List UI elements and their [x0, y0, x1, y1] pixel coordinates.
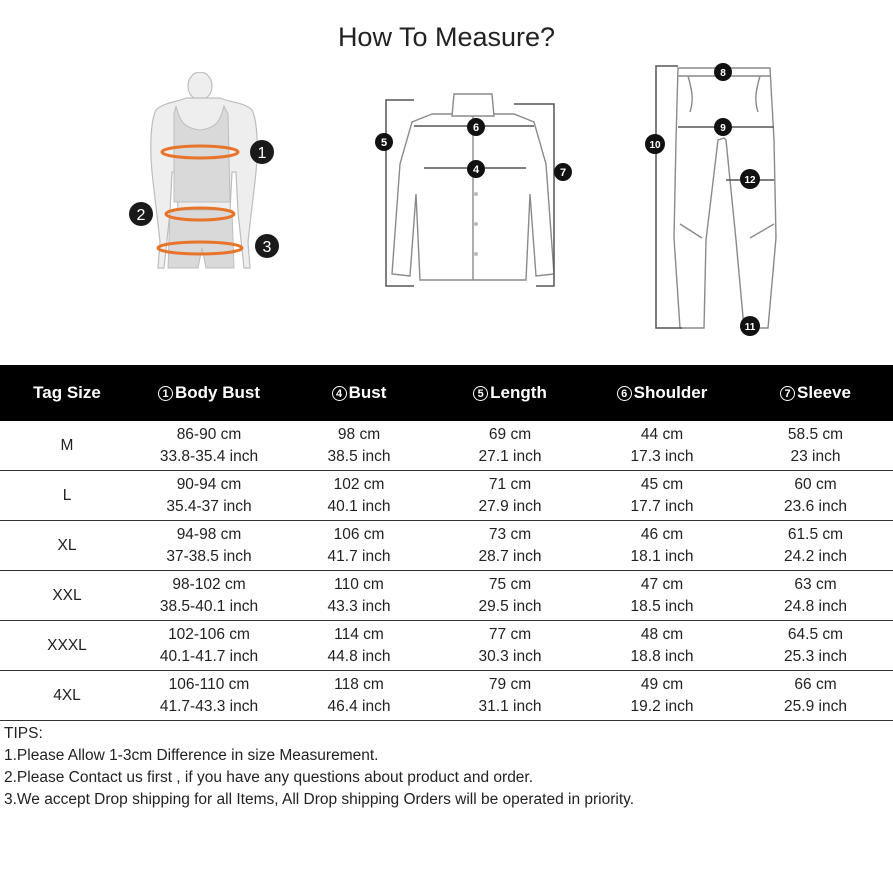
tips-section [4, 723, 634, 811]
marker-9 [714, 118, 732, 136]
shoulder-cell: 44 cm 17.3 inch [586, 421, 738, 471]
shoulder-cell: 49 cm 19.2 inch [586, 671, 738, 721]
svg-text:6: 6 [472, 122, 480, 134]
size-cell: 4XL [0, 671, 134, 721]
table-header-row [0, 365, 893, 421]
size-chart-table [0, 365, 893, 721]
sleeve-cell: 64.5 cm 25.3 inch [738, 621, 893, 671]
body-bust-cell: 90-94 cm 35.4-37 inch [134, 471, 284, 521]
svg-text:7: 7 [559, 167, 567, 179]
body-bust-cell: 106-110 cm 41.7-43.3 inch [134, 671, 284, 721]
shoulder-cell: 45 cm 17.7 inch [586, 471, 738, 521]
length-cell: 73 cm 28.7 inch [434, 521, 586, 571]
sleeve-cell: 58.5 cm 23 inch [738, 421, 893, 471]
bust-cell: 114 cm 44.8 inch [284, 621, 434, 671]
marker-8 [714, 63, 732, 81]
marker-6 [467, 118, 485, 136]
table-row [0, 421, 893, 471]
tips-heading: TIPS: [4, 725, 43, 742]
tip-item: 2.Please Contact us first , if you have any questions about product and order. [4, 769, 534, 786]
marker-5 [375, 133, 393, 151]
bust-cell: 102 cm 40.1 inch [284, 471, 434, 521]
body-bust-cell: 86-90 cm 33.8-35.4 inch [134, 421, 284, 471]
table-row [0, 521, 893, 571]
size-cell: XL [0, 521, 134, 571]
marker-4 [467, 160, 485, 178]
body-bust-cell: 102-106 cm 40.1-41.7 inch [134, 621, 284, 671]
size-cell: XXL [0, 571, 134, 621]
table-row [0, 621, 893, 671]
svg-text:11: 11 [744, 322, 756, 333]
header-shoulder: 6 Shoulder [586, 365, 738, 421]
bust-cell: 118 cm 46.4 inch [284, 671, 434, 721]
size-cell: L [0, 471, 134, 521]
body-bust-cell: 94-98 cm 37-38.5 inch [134, 521, 284, 571]
svg-text:2: 2 [136, 207, 146, 224]
marker-2 [129, 202, 153, 226]
length-cell: 75 cm 29.5 inch [434, 571, 586, 621]
sleeve-cell: 61.5 cm 24.2 inch [738, 521, 893, 571]
shoulder-cell: 46 cm 18.1 inch [586, 521, 738, 571]
svg-text:5: 5 [380, 137, 388, 149]
svg-text:10: 10 [649, 140, 661, 151]
svg-text:8: 8 [720, 68, 726, 79]
length-cell: 69 cm 27.1 inch [434, 421, 586, 471]
shoulder-cell: 47 cm 18.5 inch [586, 571, 738, 621]
jacket-figure [370, 84, 580, 294]
marker-7 [554, 163, 572, 181]
marker-3 [255, 234, 279, 258]
body-figure [120, 72, 290, 302]
bust-cell: 106 cm 41.7 inch [284, 521, 434, 571]
sleeve-cell: 60 cm 23.6 inch [738, 471, 893, 521]
sleeve-cell: 66 cm 25.9 inch [738, 671, 893, 721]
header-sleeve: 7 Sleeve [738, 365, 893, 421]
page-title: How To Measure? [337, 22, 556, 52]
sleeve-cell: 63 cm 24.8 inch [738, 571, 893, 621]
marker-10 [645, 134, 665, 154]
table-row [0, 571, 893, 621]
marker-1 [250, 140, 274, 164]
header-tag-size: Tag Size [0, 365, 134, 421]
body-bust-cell: 98-102 cm 38.5-40.1 inch [134, 571, 284, 621]
svg-text:4: 4 [472, 164, 480, 176]
table-row [0, 471, 893, 521]
table-row [0, 671, 893, 721]
pants-figure [640, 60, 790, 340]
marker-12 [740, 169, 760, 189]
header-bust: 4 Bust [284, 365, 434, 421]
length-cell: 77 cm 30.3 inch [434, 621, 586, 671]
size-cell: XXXL [0, 621, 134, 671]
tip-item: 1.Please Allow 1-3cm Difference in size Measurement. [4, 747, 379, 764]
shoulder-cell: 48 cm 18.8 inch [586, 621, 738, 671]
marker-11 [740, 316, 760, 336]
bust-cell: 110 cm 43.3 inch [284, 571, 434, 621]
svg-text:12: 12 [744, 175, 756, 186]
header-body-bust: 1 Body Bust [134, 365, 284, 421]
header-length: 5 Length [434, 365, 586, 421]
svg-text:9: 9 [720, 123, 726, 134]
length-cell: 79 cm 31.1 inch [434, 671, 586, 721]
length-cell: 71 cm 27.9 inch [434, 471, 586, 521]
svg-text:3: 3 [262, 239, 272, 256]
size-cell: M [0, 421, 134, 471]
bust-cell: 98 cm 38.5 inch [284, 421, 434, 471]
tip-item: 3.We accept Drop shipping for all Items, All Drop shipping Orders will be operated in priority. [4, 791, 635, 808]
svg-text:1: 1 [257, 145, 267, 162]
